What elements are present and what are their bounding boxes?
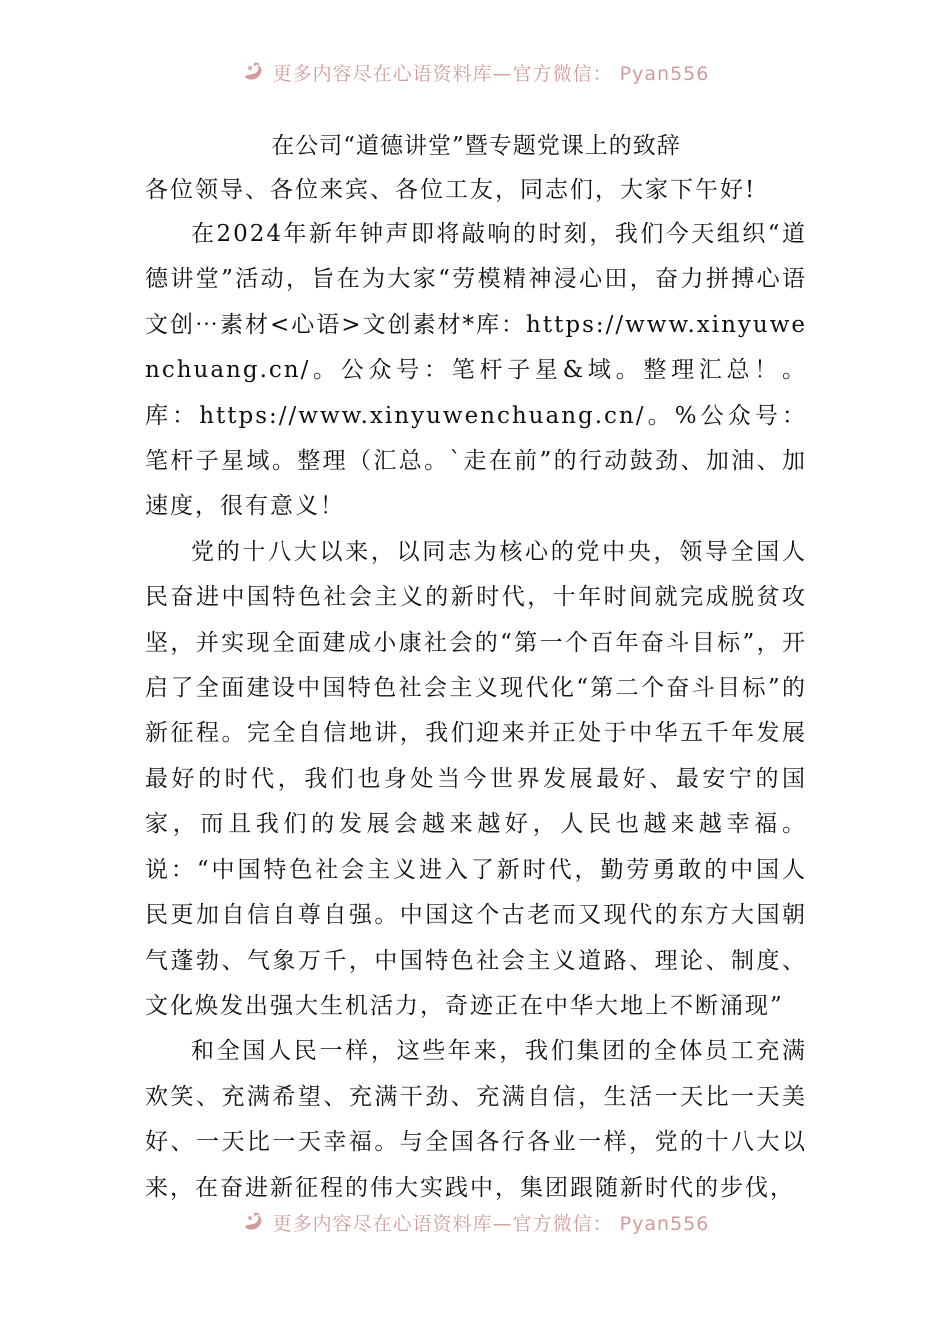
paragraph-3: 和全国人民一样，这些年来，我们集团的全体员工充满欢笑、充满希望、充满干劲、充满自信，生活一天比一天美好、一天比一天幸福。与全国各行各业一样，党的十八大以来，在奋进新征程的伟大实践中，集团跟随新时代的步伐， — [145, 1038, 807, 1201]
document-body — [145, 124, 807, 1211]
phoenix-logo-icon — [241, 1209, 267, 1235]
document-title: 在公司“道德讲堂”暨专题党课上的致辞 — [271, 133, 681, 159]
footer-watermark — [0, 1204, 950, 1240]
watermark-text: 更多内容尽在心语资料库—官方微信： Pyan556 — [272, 1212, 710, 1235]
paragraph-1: 在2024年新年钟声即将敲响的时刻，我们今天组织“道德讲堂”活动，旨在为大家“劳模精神浸心田，奋力拼搏心语文创⋯素材<心语>文创素材*库：https://www.xinyuwenchuang.cn/。公众号：笔杆子星&域。整理汇总！。库：https://www.xinyuwenchuang.cn/。%公众号：笔杆子星域。整理（汇总。`走在前”的行动鼓劲、加油、加速度，很有意义！ — [145, 221, 808, 520]
watermark-text: 更多内容尽在心语资料库—官方微信： Pyan556 — [272, 62, 710, 85]
greeting-line: 各位领导、各位来宾、各位工友，同志们，大家下午好! — [145, 177, 757, 203]
phoenix-logo-icon — [241, 59, 267, 85]
paragraph-2: 党的十八大以来，以同志为核心的党中央，领导全国人民奋进中国特色社会主义的新时代，十年时间就完成脱贫攻坚，并实现全面建成小康社会的“第一个百年奋斗目标”，开启了全面建设中国特色社会主义现代化“第二个奋斗目标”的新征程。完全自信地讲，我们迎来并正处于中华五千年发展最好的时代，我们也身处当今世界发展最好、最安宁的国家，而且我们的发展会越来越好，人民也越来越幸福。说：“中国特色社会主义进入了新时代，勤劳勇敢的中国人民更加自信自尊自强。中国这个古老而又现代的东方大国朝气蓬勃、气象万千，中国特色社会主义道路、理论、制度、文化焕发出强大生机活力，奇迹正在中华大地上不断涌现” — [145, 538, 807, 1019]
header-watermark — [0, 54, 950, 90]
